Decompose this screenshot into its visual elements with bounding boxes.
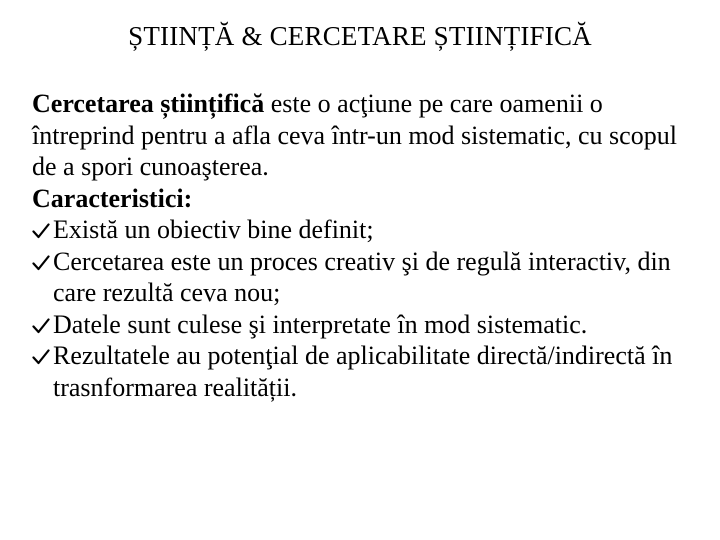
list-item — [32, 340, 704, 403]
list-item-text: Cercetarea este un proces creativ şi de regulă interactiv, din care rezultă ceva nou; — [53, 246, 671, 307]
slide-title: ȘTIINȚĂ & CERCETARE ȘTIINȚIFICĂ — [128, 21, 592, 51]
slide-body — [32, 88, 704, 403]
check-mark-icon — [32, 214, 52, 245]
check-mark-icon — [32, 309, 52, 340]
characteristics-heading: Caracteristici: — [32, 183, 193, 213]
list-item — [32, 214, 704, 246]
check-mark-icon — [32, 246, 52, 277]
intro-definition: este o acţiune pe care oamenii o întreprind pentru a afla ceva într-un mod sistematic, cu scopul de a spori cunoaşterea. — [32, 89, 677, 181]
intro-term: Cercetarea științifică — [32, 89, 265, 118]
list-item — [32, 246, 704, 309]
list-item — [32, 309, 704, 341]
list-item-text: Datele sunt culese şi interpretate în mod sistematic. — [53, 309, 588, 339]
check-mark-icon — [32, 340, 52, 371]
list-item-text: Există un obiectiv bine definit; — [53, 215, 374, 244]
list-item-text: Rezultatele au potenţial de aplicabilitate directă/indirectă în trasnformarea realității. — [53, 341, 673, 402]
intro-paragraph — [32, 88, 704, 183]
